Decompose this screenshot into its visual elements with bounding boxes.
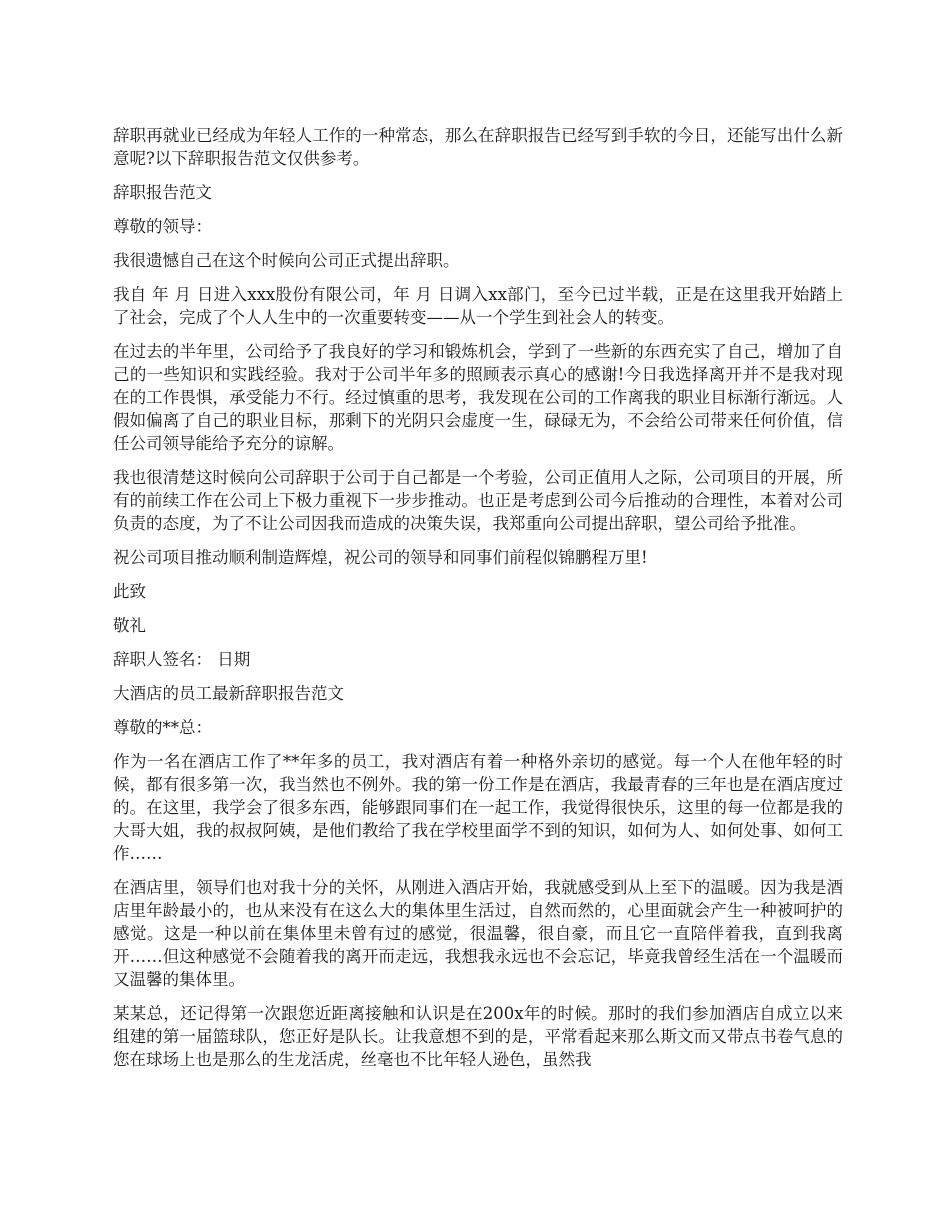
signature-line: 辞职人签名： 日期 [113,650,251,669]
body-paragraph: 在过去的半年里，公司给予了我良好的学习和锻炼机会，学到了一些新的东西充实了自己，增加了自己的一些知识和实践经验。我对于公司半年多的照顾表示真心的感谢!今日我选择离开并不是我对现在的工作畏惧，承受能力不行。经过慎重的思考，我发现在公司的工作离我的职业目标渐行渐远。人假如偏离了自己的职业目标，那剩下的光阴只会虚度一生，碌碌无为，不会给公司带来任何价值，信任公司领导能给予充分的谅解。 [113,342,843,453]
document-body [113,124,843,1082]
body-paragraph: 我很遗憾自己在这个时候向公司正式提出辞职。 [113,251,460,270]
closing-regards: 敬礼 [113,616,146,635]
body-paragraph: 某某总，还记得第一次跟您近距离接触和认识是在200x年的时候。那时的我们参加酒店自成立以来组建的第一届篮球队，您正好是队长。让我意想不到的是，平常看起来那么斯文而又带点书卷气息的您在球场上也是那么的生龙活虎，丝毫也不比年轻人逊色，虽然我 [113,1004,843,1069]
salutation: 尊敬的领导： [113,217,212,236]
body-paragraph: 我也很清楚这时候向公司辞职于公司于自己都是一个考验，公司正值用人之际，公司项目的开展，所有的前续工作在公司上下极力重视下一步步推动。也正是考虑到公司今后推动的合理性，本着对公司负责的态度，为了不让公司因我而造成的决策失误，我郑重向公司提出辞职，望公司给予批准。 [113,468,843,533]
body-paragraph: 祝公司项目推动顺利制造辉煌，祝公司的领导和同事们前程似锦鹏程万里! [113,548,648,567]
closing-line: 此致 [113,582,146,601]
intro-paragraph: 辞职再就业已经成为年轻人工作的一种常态，那么在辞职报告已经写到手软的今日，还能写出什么新意呢?以下辞职报告范文仅供参考。 [113,126,843,168]
body-paragraph: 我自 年 月 日进入xxx股份有限公司，年 月 日调入xx部门，至今已过半载，正是在这里我开始踏上了社会，完成了个人人生中的一次重要转变——从一个学生到社会人的转变。 [113,285,843,327]
section-title-resignation-sample: 辞职报告范文 [113,183,212,202]
body-paragraph: 在酒店里，领导们也对我十分的关怀，从刚进入酒店开始，我就感受到从上至下的温暖。因为我是酒店里年龄最小的，也从来没有在这么大的集体里生活过，自然而然的，心里面就会产生一种被呵护的感觉。这是一种以前在集体里未曾有过的感觉，很温馨，很自豪，而且它一直陪伴着我，直到我离开……但这种感觉不会随着我的离开而走远，我想我永远也不会忘记，毕竟我曾经生活在一个温暖而又温馨的集体里。 [113,878,843,989]
section-title-hotel-resignation: 大酒店的员工最新辞职报告范文 [113,684,344,703]
salutation: 尊敬的**总： [113,718,212,737]
body-paragraph: 作为一名在酒店工作了**年多的员工，我对酒店有着一种格外亲切的感觉。每一个人在他年轻的时候，都有很多第一次，我当然也不例外。我的第一份工作是在酒店，我最青春的三年也是在酒店度过的。在这里，我学会了很多东西，能够跟同事们在一起工作，我觉得很快乐，这里的每一位都是我的大哥大姐，我的叔叔阿姨，是他们教给了我在学校里面学不到的知识，如何为人、如何处事、如何工作…… [113,752,843,863]
